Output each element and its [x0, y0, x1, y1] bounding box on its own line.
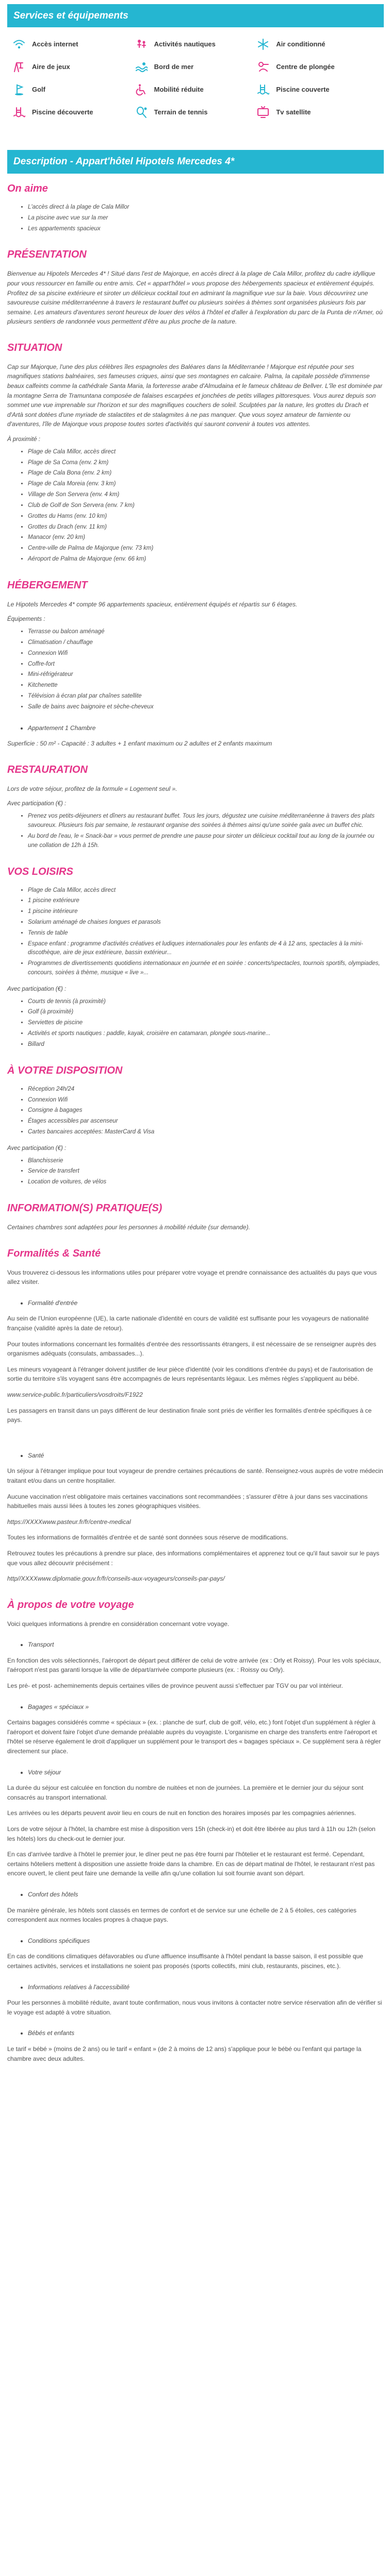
facilities-grid — [7, 35, 384, 129]
facility-item — [12, 83, 135, 96]
facility-item — [256, 83, 379, 96]
list-item: • Consigne à bagages — [28, 1106, 384, 1115]
formalites-link-3[interactable]: http//XXXXwww.diplomatie.gouv.fr/fr/conseils-aux-voyageurs/conseils-par-pays/ — [7, 1575, 225, 1583]
restauration-participation-label: Avec participation (€) : — [7, 801, 67, 807]
kids-club-icon — [135, 38, 148, 51]
list-item: • 1 piscine extérieure — [28, 896, 384, 906]
facility-item — [135, 106, 257, 119]
enfants-bullet: Bébés et enfants — [28, 2029, 75, 2037]
list-item: • Terrasse ou balcon aménagé — [28, 628, 384, 637]
formalites-title: Formalités & Santé — [7, 1247, 101, 1259]
pool-icon — [256, 83, 270, 96]
formalites-link-1[interactable]: www.service-public.fr/particuliers/vosdroits/F1922 — [7, 1391, 143, 1398]
restauration-intro: Lors de votre séjour, profitez de la formule « Logement seul ». — [7, 785, 177, 792]
list-item: • Serviettes de piscine — [28, 1019, 384, 1028]
pool-outdoor-icon — [12, 106, 26, 119]
sea-icon — [135, 60, 148, 74]
equipements-label: Équipements : — [7, 616, 45, 623]
list-item: • 1 piscine intérieure — [28, 907, 384, 917]
list-item: • Golf (à proximité) — [28, 1008, 384, 1017]
bagages-bullet: Bagages « spéciaux » — [28, 1703, 89, 1710]
facility-item — [135, 38, 257, 51]
list-item: • Tennis de table — [28, 929, 384, 938]
propos-t5: Les arrivées ou les départs peuvent avoir lieu en cours de nuit en fonction des horaires imposés par les compagnies aériennes. — [7, 1809, 356, 1817]
list-item: • Programmes de divertissements quotidiens internationaux en journée et en soirée : concerts/spectacles, tournois sportifs, olympiades, concours, soirées à thème, musique « live »... — [28, 959, 384, 978]
formalites-p2: Pour toutes informations concernant les formalités d'entrée des ressortissants étrangers, il est nécessaire de se renseigner auprès des organismes adéquats (consulats, ambassades...). — [7, 1340, 377, 1358]
facility-label: Activités nautiques — [154, 40, 216, 48]
presentation-title: PRÉSENTATION — [7, 249, 87, 261]
propos-t3: Certains bagages considérés comme « spéciaux » (ex. : planche de surf, club de golf, vélo, etc.) font l'objet d'un supplément à régler à l'aéroport et doivent faire l'objet d'une demande préalable auprès du voyagiste. L'organisme en charge des transferts entre l'aéroport et l'hôtel se réserve également le droit d'appliquer un supplément pour le transport des « bagages spéciaux ». Ce supplément sera à régler directement sur place. — [7, 1719, 381, 1755]
list-item: • Service de transfert — [28, 1167, 384, 1176]
facility-label: Bord de mer — [154, 63, 194, 71]
facility-label: Centre de plongée — [276, 63, 335, 71]
infos-title: INFORMATION(S) PRATIQUE(S) — [7, 1202, 162, 1214]
formalite-entree-bullet: Formalité d'entrée — [28, 1299, 78, 1307]
facility-item — [12, 60, 135, 74]
propos-title: À propos de votre voyage — [7, 1599, 134, 1611]
propos-t8: De manière générale, les hôtels sont classés en termes de confort et de service sur une échelle de 2 à 5 étoiles, ces catégories correspondent aux normes locales propres à chaque pays. — [7, 1906, 357, 1924]
list-item: • Prenez vos petits-déjeuners et dîners au restaurant buffet. Tous les jours, dégustez une cuisine méditerranéenne à travers des plats savoureux. Plusieurs fois par semaine, le restaurant organise des soirées à thèmes ainsi qu'une soirée gala avec un buffet chic. — [28, 812, 384, 831]
list-item: • Réception 24h/24 — [28, 1085, 384, 1094]
list-item: • Location de voitures, de vélos — [28, 1178, 384, 1187]
facility-label: Mobilité réduite — [154, 86, 204, 94]
propos-t2: Les pré- et post- acheminements depuis certaines villes de province peuvent aussi s'effectuer par TGV ou par vol intérieur. — [7, 1682, 343, 1690]
facility-label: Air conditionné — [276, 40, 325, 48]
situation-text: Cap sur Majorque, l'une des plus célèbres îles espagnoles des Baléares dans la Méditerranée ! Majorque est réputée pour ses magnifiques stations balnéaires, ses fameuses criques, ainsi que ses montagnes en calcaire. Palma, la capitale possède d'immense beaux calfeints comme la cathédrale Santa Maria, la forteresse arabe d'Almudaina et le fameux château de Bellver. L'île est dominée par la montagne Serra de Tramuntana composée de falaises escarpées et jonchées de petits villages pittoresques. Vous aurez depuis son sommet une vue imprenable sur l'horizon et sur des magnifiques couchers de soleil. Sculptées par la nature, les grottes du Drach et d'Artà sont dotées d'une myriade de stalactites et de stalagmites à ne pas manquer. Que vous soyez amateur de farniente ou d'aventures, l'île de Majorque vous propose toutes sortes d'activités qui sauront convenir à toutes vos attentes. — [7, 363, 383, 428]
list-item: • Manacor (env. 20 km) — [28, 533, 384, 543]
propos-intro: Voici quelques informations à prendre en considération concernant votre voyage. — [7, 1620, 230, 1628]
facility-label: Accès internet — [32, 40, 78, 48]
services-banner — [7, 4, 384, 27]
room-capacity: Superficie : 50 m² - Capacité : 3 adultes + 1 enfant maximum ou 2 adultes et 2 enfants maximum — [7, 740, 272, 748]
loisirs-paid-list — [28, 997, 384, 1049]
facility-item — [256, 106, 379, 119]
list-item: • Plage de Sa Coma (env. 2 km) — [28, 459, 384, 468]
services-title: Services et équipements — [13, 10, 128, 21]
playground-icon — [12, 60, 26, 74]
list-item: • Salle de bains avec baignoire et sèche-cheveux — [28, 703, 384, 712]
facility-label: Piscine découverte — [32, 108, 93, 116]
list-item: • Village de Son Servera (env. 4 km) — [28, 490, 384, 500]
facility-label: Tv satellite — [276, 108, 311, 116]
propos-t6: Lors de votre séjour à l'hôtel, la chambre est mise à disposition vers 15h (check-in) et doit être libérée au plus tard à 11h ou 12h (selon les hôtels) lors du check-out le dernier jour. — [7, 1825, 376, 1842]
equipements-list — [28, 628, 384, 712]
list-item: • Centre-ville de Palma de Majorque (env. 73 km) — [28, 544, 384, 553]
facility-item — [12, 38, 135, 51]
list-item: • L'accès direct à la plage de Cala Millor — [28, 203, 384, 212]
formalites-p7: Toutes les informations de formalités d'entrée et de santé sont données sous réserve de modifications. — [7, 1534, 288, 1541]
tennis-icon — [135, 106, 148, 119]
facility-item — [256, 38, 379, 51]
list-item: • Billard — [28, 1040, 384, 1049]
list-item: • Plage de Cala Moreia (env. 3 km) — [28, 480, 384, 489]
formalites-p4: Les passagers en transit dans un pays différent de leur destination finale sont priés de vérifier les formalités d'entrée spécifiques à ce pays. — [7, 1406, 372, 1424]
services-section-title: À VOTRE DISPOSITION — [7, 1064, 123, 1076]
formalites-p1: Au sein de l'Union européenne (UE), la carte nationale d'identité en cours de validité est suffisante pour les voyageurs de nationalité française (validité après la date de retour). — [7, 1315, 369, 1332]
snowflake-icon — [256, 38, 270, 51]
list-item: • Étages accessibles par ascenseur — [28, 1117, 384, 1126]
room-type: Appartement 1 Chambre — [28, 724, 96, 732]
situation-title: SITUATION — [7, 342, 62, 353]
infos-text: Certaines chambres sont adaptées pour les personnes à mobilité réduite (sur demande). — [7, 1224, 250, 1231]
facility-label: Aire de jeux — [32, 63, 70, 71]
list-item: • Espace enfant : programme d'activités créatives et ludiques internationales pour les enfants de 4 à 12 ans, spectacles à la mini-discothèque, aire de jeux extérieure, bassin extérieur... — [28, 940, 384, 958]
golf-icon — [12, 83, 26, 96]
list-item: • Kitchenette — [28, 681, 384, 690]
formalites-intro: Vous trouverez ci-dessous les informations utiles pour préparer votre voyage et prendre connaissance des actualités du pays que vous allez visiter. — [7, 1268, 377, 1286]
list-item: • La piscine avec vue sur la mer — [28, 214, 384, 223]
loisirs-title: VOS LOISIRS — [7, 866, 73, 877]
restauration-title: RESTAURATION — [7, 764, 88, 775]
list-item: • Coffre-fort — [28, 660, 384, 669]
list-item: • Grottes du Drach (env. 11 km) — [28, 523, 384, 532]
propos-t10: Pour les personnes à mobilité réduite, avant toute confirmation, nous vous invitons à contacter notre service réservation afin de vérifier si le voyage est adapté à votre situation. — [7, 1999, 382, 2016]
propos-t4: La durée du séjour est calculée en fonction du nombre de nuitées et non de journées. La première et le dernier jour du séjour sont consacrés au transport international. — [7, 1784, 364, 1801]
list-item: • Les appartements spacieux — [28, 225, 384, 234]
facility-item — [256, 60, 379, 74]
description-title: Description - Appart'hôtel Hipotels Mercedes 4* — [13, 156, 235, 167]
proximity-list — [28, 448, 384, 564]
propos-t1: En fonction des vols sélectionnés, l'aéroport de départ peut différer de celui de votre arrivée (ex : Orly et Roissy). Pour les vols spéciaux, l'aéroport n'est pas garanti lorsque la ville de départ/arrivée comporte plusieurs (ex. : Roissy ou Orly). — [7, 1656, 381, 1674]
formalites-p6: Aucune vaccination n'est obligatoire mais certaines vaccinations sont recommandées ; s'assurer d'être à jour dans ses vaccinations habituelles mais aussi liées à toutes les zones géographiques visitées. — [7, 1493, 368, 1510]
transport-bullet: Transport — [28, 1641, 54, 1649]
list-item: • Plage de Cala Millor, accès direct — [28, 886, 384, 895]
restauration-list — [28, 812, 384, 850]
services-participation-label: Avec participation (€) : — [7, 1145, 67, 1151]
list-item: • Grottes du Hams (env. 10 km) — [28, 512, 384, 521]
diving-icon — [256, 60, 270, 74]
hebergement-intro: Le Hipotels Mercedes 4* compte 96 appartements spacieux, entièrement équipés et répartis sur 6 étages. — [7, 600, 298, 608]
hebergement-title: HÉBERGEMENT — [7, 579, 88, 591]
tv-icon — [256, 106, 270, 119]
propos-t9: En cas de conditions climatiques défavorables ou d'une affluence insuffisante à l'hôtel pendant la basse saison, il est possible que certaines activités, services et installations ne soient pas proposés (sports collectifs, mini club, restaurants, piscines, etc.). — [7, 1953, 363, 1970]
formalites-p5: Un séjour à l'étranger implique pour tout voyageur de prendre certaines précautions de santé. Renseignez-vous auprès de votre médecin traitant et/ou dans un centre hospitalier. — [7, 1467, 383, 1484]
list-item: • Club de Golf de Son Servera (env. 7 km) — [28, 501, 384, 511]
on-aime-title: On aime — [7, 182, 48, 194]
proximity-label: À proximité : — [7, 436, 40, 443]
list-item: • Blanchisserie — [28, 1157, 384, 1166]
loisirs-list — [28, 886, 384, 978]
loisirs-participation-label: Avec participation (€) : — [7, 986, 67, 992]
list-item: • Au bord de l'eau, le « Snack-bar » vous permet de prendre une pause pour siroter un délicieux cocktail tout au long de la journée ou une collation de 12h à 15h. — [28, 832, 384, 851]
propos-t11: Le tarif « bébé » (moins de 2 ans) ou le tarif « enfant » (de 2 à moins de 12 ans) s'applique pour le bébé ou l'enfant qui partage la chambre avec deux adultes. — [7, 2045, 362, 2062]
wheelchair-icon — [135, 83, 148, 96]
list-item: • Solarium aménagé de chaises longues et parasols — [28, 918, 384, 927]
list-item: • Connexion Wifi — [28, 649, 384, 658]
facility-item — [135, 83, 257, 96]
list-item: • Activités et sports nautiques : paddle, kayak, croisière en catamaran, plongée sous-marine... — [28, 1029, 384, 1039]
list-item: • Plage de Cala Bona (env. 2 km) — [28, 469, 384, 478]
description-banner — [7, 150, 384, 173]
formalites-p3: Les mineurs voyageant à l'étranger doivent justifier de leur pièce d'identité (voir les conditions d'entrée du pays) et de l'autorisation de sortie du territoire s'ils voyagent sans être accompagnés de leurs représentants légaux. Les mêmes règles s'appliquent au bébé. — [7, 1365, 373, 1383]
list-item: • Plage de Cala Millor, accès direct — [28, 448, 384, 457]
services-list — [28, 1085, 384, 1137]
propos-t7: En cas d'arrivée tardive à l'hôtel le premier jour, le dîner peut ne pas être fourni par l'hôtelier et le restaurant est fermé. Cependant, certains hôteliers mettent à disposition une assiette froide dans la chambre. En cas de départ matinal de l'hôtel, le restaurant n'est pas encore ouvert, le client peut faire une demande la veille afin qu'une collation lui soit fournie avant son départ. — [7, 1851, 375, 1877]
services-paid-list — [28, 1157, 384, 1187]
formalites-p8: Retrouvez toutes les précautions à prendre sur place, des informations complémentaires et apprenez tout ce qu'il faut savoir sur le pays que vous allez découvrir précisément : — [7, 1549, 380, 1567]
facility-item — [135, 60, 257, 74]
list-item: • Courts de tennis (à proximité) — [28, 997, 384, 1007]
accessibilite-bullet: Informations relatives à l'accessibilité — [28, 1983, 130, 1991]
sante-bullet: Santé — [28, 1451, 44, 1459]
list-item: • Cartes bancaires acceptées: MasterCard & Visa — [28, 1128, 384, 1137]
specifiques-bullet: Conditions spécifiques — [28, 1937, 90, 1944]
wifi-icon — [12, 38, 26, 51]
list-item: • Télévision à écran plat par chaînes satellite — [28, 692, 384, 701]
list-item: • Climatisation / chauffage — [28, 638, 384, 648]
facility-label: Golf — [32, 86, 45, 94]
facility-item — [12, 106, 135, 119]
facility-label: Terrain de tennis — [154, 108, 208, 116]
hotels-bullet: Confort des hôtels — [28, 1890, 78, 1898]
on-aime-list — [28, 203, 384, 233]
presentation-text: Bienvenue au Hipotels Mercedes 4* ! Situé dans l'est de Majorque, en accès direct à la plage de Cala Millor, profitez du cadre idyllique pour vous ressourcer en famille ou entre amis. Cet « appart'hôtel » vous propose des hébergements spacieux et entièrement équipés. Profitez de sa piscine extérieure et siroter un délicieux cocktail tout en admirant la magnifique vue sur la baie. Vous découvrirez une savoureuse cuisine méditerranéenne à travers le restaurant buffet ou plusieurs soirées à thèmes sont organisées plusieurs fois par semaine. Les amateurs d'aventures seront heureux de louer des vélos à l'hôtel et d'aller à l'exploration du parc de la Punta de n'Amer, où plusieurs sentiers de randonnée vous permettent d'être au plus proche de la nature. — [7, 270, 383, 326]
facility-label: Piscine couverte — [276, 86, 330, 94]
list-item: • Connexion Wifi — [28, 1096, 384, 1105]
sejour-bullet: Votre séjour — [28, 1768, 61, 1776]
list-item: • Aéroport de Palma de Majorque (env. 66 km) — [28, 555, 384, 564]
formalites-link-2[interactable]: https://XXXXwww.pasteur.fr/fr/centre-medical — [7, 1518, 131, 1526]
list-item: • Mini-réfrigérateur — [28, 670, 384, 680]
